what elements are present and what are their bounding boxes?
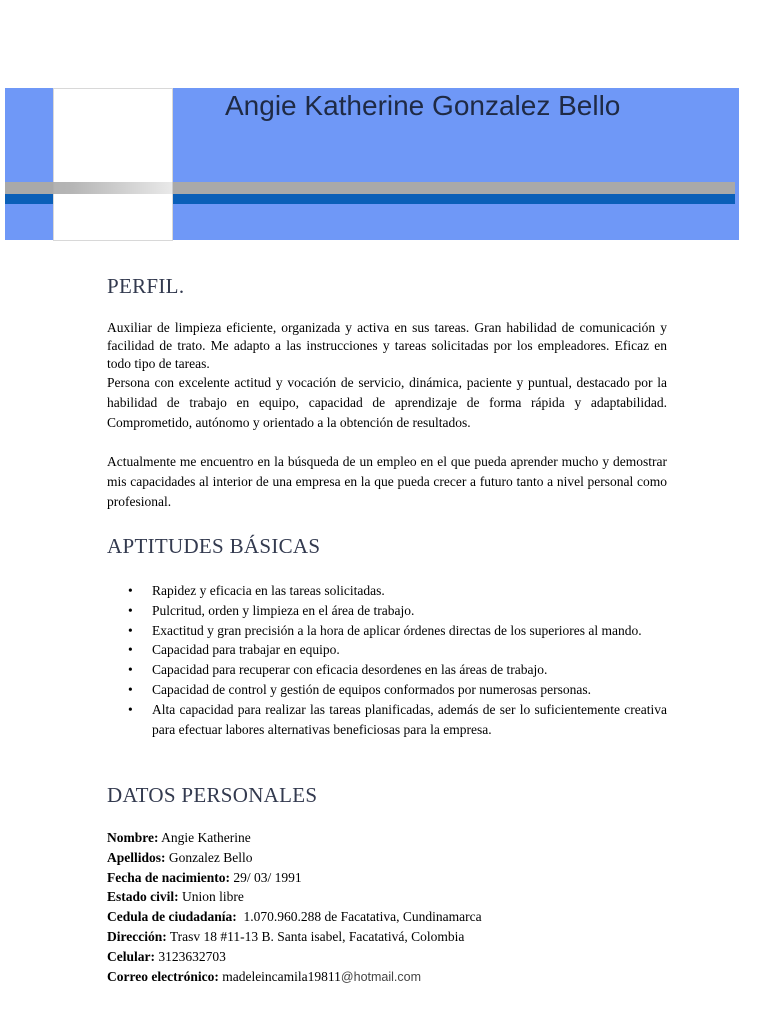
list-item: • Capacidad para trabajar en equipo. bbox=[107, 640, 667, 660]
datos-row-nombre bbox=[107, 828, 482, 848]
datos-row-celular bbox=[107, 947, 482, 967]
list-item: • Capacidad para recuperar con eficacia desordenes en las áreas de trabajo. bbox=[107, 660, 667, 680]
list-item: • Exactitud y gran precisión a la hora de aplicar órdenes directas de los superiores al mando. bbox=[107, 621, 667, 641]
aptitudes-list bbox=[107, 581, 667, 739]
datos-row-apellidos bbox=[107, 848, 482, 868]
header-blue-bar-left bbox=[5, 194, 53, 204]
correo-domain: @hotmail.com bbox=[340, 969, 421, 984]
list-item: • Capacidad de control y gestión de equipos conformados por numerosas personas. bbox=[107, 680, 667, 700]
celular-label: Celular: bbox=[107, 948, 155, 964]
datos-row-correo bbox=[107, 967, 482, 988]
datos-personales bbox=[107, 828, 482, 987]
candidate-name: Angie Katherine Gonzalez Bello bbox=[225, 90, 621, 121]
apellidos-value: Gonzalez Bello bbox=[168, 849, 253, 865]
cedula-label: Cedula de ciudadanía: bbox=[107, 909, 237, 925]
section-title-perfil: PERFIL. bbox=[107, 274, 185, 298]
cedula-value: 1.070.960.288 de Facatativa, Cundinamarca bbox=[243, 909, 482, 925]
section-title-aptitudes: APTITUDES BÁSICAS bbox=[107, 534, 321, 558]
list-item: • Pulcritud, orden y limpieza en el área de trabajo. bbox=[107, 601, 667, 621]
list-item: • Rapidez y eficacia en las tareas solicitadas. bbox=[107, 581, 667, 601]
perfil-paragraph-3: Actualmente me encuentro en la búsqueda de un empleo en el que pueda aprender mucho y demostrar mis capacidades al interior de una empresa en la que pueda crecer a futuro tanto a nivel personal como profesional. bbox=[107, 454, 667, 509]
header-gray-bar-fade bbox=[5, 182, 173, 194]
datos-row-direccion bbox=[107, 927, 482, 947]
perfil-paragraph-2: Persona con excelente actitud y vocación de servicio, dinámica, paciente y puntual, destacado por la habilidad de trabajo en equipo, capacidad de aprendizaje de forma rápida y adaptabilidad. Comprometido, autónomo y orientado a la obtención de resultados. bbox=[107, 375, 667, 430]
nombre-value: Angie Katherine bbox=[161, 830, 251, 845]
fecha-label: Fecha de nacimiento: bbox=[107, 869, 230, 885]
direccion-label: Dirección: bbox=[107, 928, 167, 944]
list-item: • Alta capacidad para realizar las tareas planificadas, además de ser lo suficientemente creativa para efectuar labores alternativas beneficiosas para la empresa. bbox=[107, 700, 667, 740]
fecha-value: 29/ 03/ 1991 bbox=[233, 869, 302, 885]
correo-user: madeleincamila19811 bbox=[222, 968, 341, 984]
estado-value: Union libre bbox=[182, 889, 244, 905]
datos-row-estado bbox=[107, 887, 482, 907]
correo-label: Correo electrónico: bbox=[107, 968, 219, 984]
section-title-datos: DATOS PERSONALES bbox=[107, 783, 318, 807]
perfil-paragraph-1: Auxiliar de limpieza eficiente, organizada y activa en sus tareas. Gran habilidad de comunicación y facilidad de trato. Me adapto a las instrucciones y tareas solicitadas por los empleadores. Eficaz en todo tipo de tareas. bbox=[107, 320, 667, 371]
datos-row-cedula bbox=[107, 907, 482, 927]
direccion-value: Trasv 18 #11-13 B. Santa isabel, Facatativá, Colombia bbox=[169, 928, 465, 944]
datos-row-fecha bbox=[107, 868, 482, 888]
photo-placeholder bbox=[53, 88, 173, 241]
apellidos-label: Apellidos: bbox=[107, 849, 166, 865]
celular-value: 3123632703 bbox=[158, 948, 226, 964]
nombre-label: Nombre: bbox=[107, 830, 159, 845]
estado-label: Estado civil: bbox=[107, 889, 179, 905]
